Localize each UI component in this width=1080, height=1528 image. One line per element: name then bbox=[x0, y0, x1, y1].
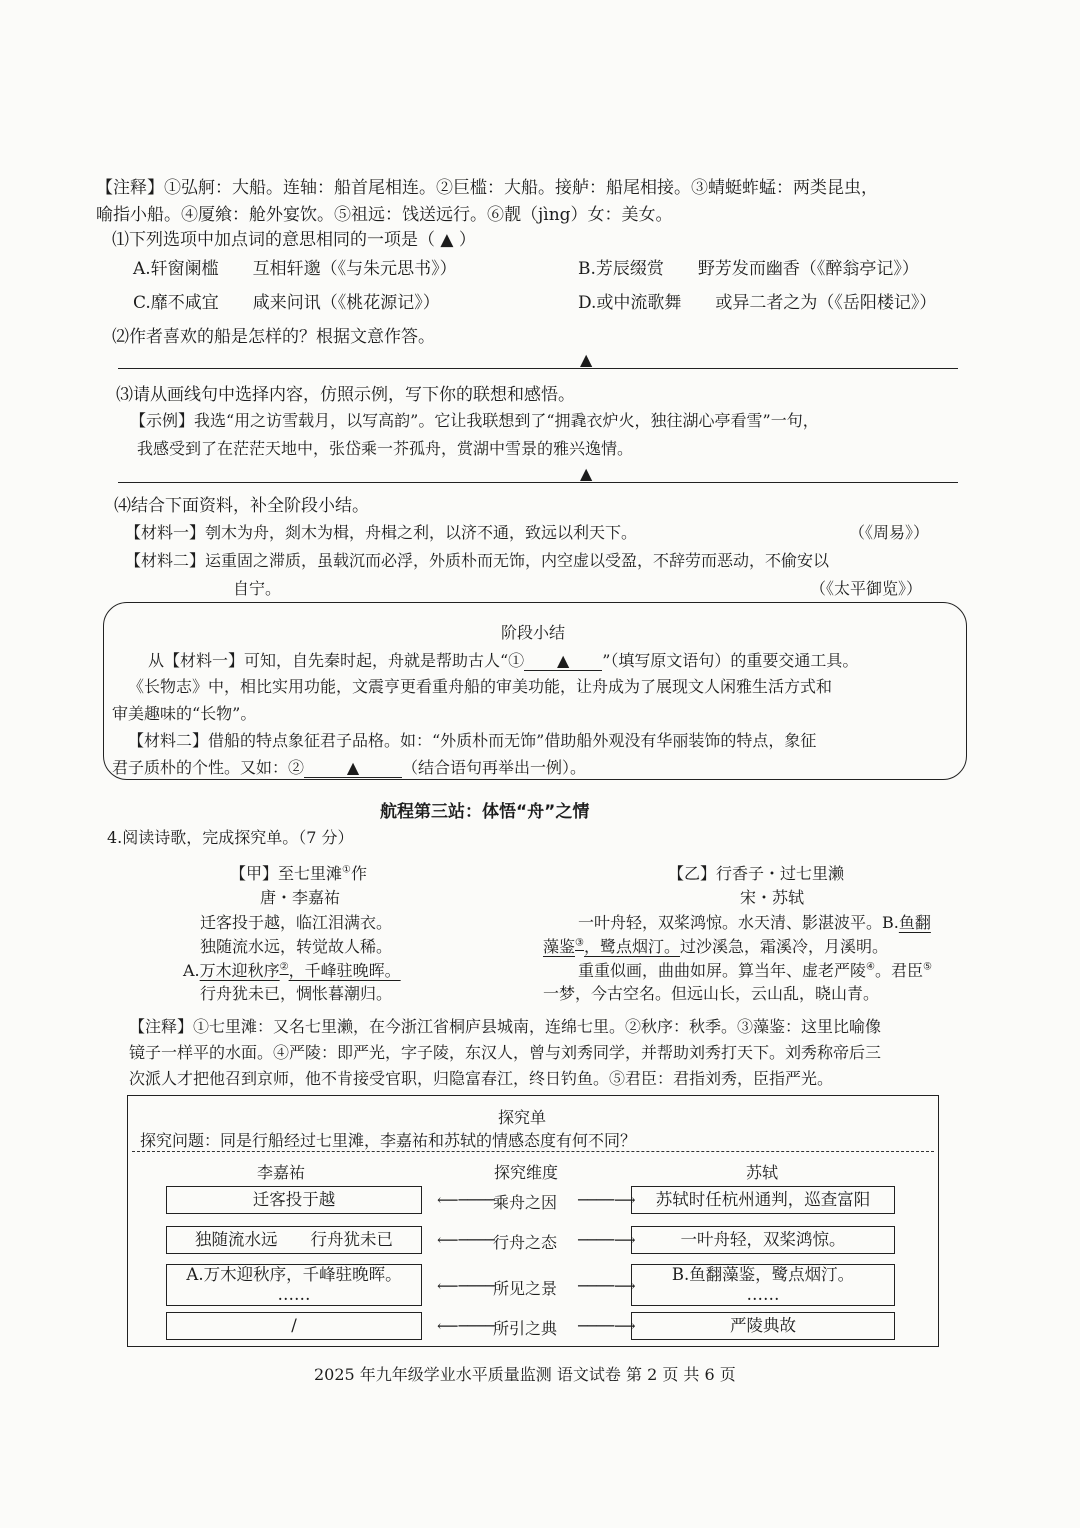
row1-left-cell: 迁客投于越 bbox=[166, 1186, 422, 1214]
poem-a-author: 唐・李嘉祐 bbox=[260, 888, 341, 907]
poem-a-title-text: 【甲】至七里滩 bbox=[230, 864, 343, 883]
q2-stem: ⑵作者喜欢的船是怎样的？根据文意作答。 bbox=[112, 327, 435, 347]
poem-b-line1-text: 一叶舟轻，双桨鸿惊。水天清、影湛波平。B. bbox=[578, 913, 899, 932]
row1-right-arrow: ────⟶ bbox=[578, 1191, 636, 1209]
notes2-line1: 【注释】①七里滩：又名七里濑，在今浙江省桐庐县城南，连绵七里。②秋序：秋季。③藻鉴：这里比喻像 bbox=[129, 1017, 882, 1036]
poem-b-line2-underlined-b: ，鹭点烟汀。 bbox=[583, 937, 680, 956]
row1-left-arrow: ⟵──── bbox=[437, 1191, 495, 1209]
q5-stem: 4.阅读诗歌，完成探究单。（7 分） bbox=[107, 828, 354, 847]
row3-right-ellipsis: …… bbox=[746, 1285, 780, 1304]
row2-right-cell: 一叶舟轻，双桨鸿惊。 bbox=[631, 1226, 895, 1254]
summary-title: 阶段小结 bbox=[501, 623, 566, 642]
row3-left-arrow: ⟵──── bbox=[437, 1277, 495, 1295]
material-one: 【材料一】刳木为舟，剡木为楫，舟楫之利，以济不通，致远以利天下。 bbox=[125, 523, 638, 542]
poem-a-line3-note-mark: ② bbox=[279, 961, 289, 973]
row1-right-cell: 苏轼时任杭州通判，巡查富阳 bbox=[631, 1186, 895, 1214]
summary-p2-line1: 《长物志》中，相比实用功能，文震亨更看重舟船的审美功能，让舟成为了展现文人闲雅生活方式和 bbox=[128, 677, 833, 696]
q1-option-d: D.或中流歌舞 或异二者之为（《岳阳楼记》） bbox=[578, 293, 937, 313]
poem-b-line2-note-mark: ③ bbox=[575, 937, 584, 949]
q1-option-b: B.芳辰缀赏 野芳发而幽香（《醉翁亭记》） bbox=[578, 259, 919, 279]
poem-b-line1 bbox=[578, 910, 931, 933]
poem-a-title bbox=[230, 861, 367, 884]
row3-left-cell bbox=[166, 1264, 422, 1306]
q1-option-a: A.轩窗阑槛 互相轩邈（《与朱元思书》） bbox=[133, 259, 457, 279]
q4-stem: ⑷结合下面资料，补全阶段小结。 bbox=[114, 496, 369, 516]
poem-b-line2-underlined-a: 藻鉴 bbox=[543, 937, 576, 956]
row4-right-cell: 严陵典故 bbox=[631, 1312, 895, 1340]
poem-b-line3-text: 重重似画，曲曲如屏。算当年、虚老严陵 bbox=[578, 961, 867, 980]
poem-a-line3-underlined-b: ，千峰驻晚晖。 bbox=[288, 961, 401, 980]
poem-a-note-mark: ① bbox=[342, 864, 351, 876]
row3-right-text: B.鱼翻藻鉴，鹭点烟汀。 bbox=[671, 1265, 855, 1284]
row3-right-arrow: ────⟶ bbox=[578, 1277, 636, 1295]
poem-b-line3-text-b: 。君臣 bbox=[874, 961, 923, 980]
exploration-question: 探究问题：同是行船经过七里滩，李嘉祐和苏轼的情感态度有何不同？ bbox=[140, 1131, 637, 1150]
poem-a-line3-underlined-a: 万木迎秋序 bbox=[199, 961, 280, 980]
summary-p3-text-c: （结合语句再举出一例）。 bbox=[402, 758, 587, 777]
row4-left-arrow: ⟵──── bbox=[437, 1317, 495, 1335]
q3-stem: ⑶请从画线句中选择内容，仿照示例，写下你的联想和感悟。 bbox=[116, 385, 575, 405]
row1-mid-label: 乘舟之因 bbox=[493, 1193, 558, 1212]
poem-a-line4: 行舟犹未已，惆怅暮潮归。 bbox=[200, 984, 393, 1003]
poem-a-title-end: 作 bbox=[350, 864, 367, 883]
row4-left-cell: / bbox=[166, 1312, 422, 1340]
blank-1-mark: ▲ bbox=[557, 651, 570, 670]
row3-left-ellipsis: …… bbox=[277, 1285, 311, 1304]
col-header-right: 苏轼 bbox=[746, 1163, 779, 1182]
poem-b-line3-note-mark-2: ⑤ bbox=[923, 961, 932, 973]
exploration-title: 探究单 bbox=[498, 1108, 547, 1127]
material-two-line2: 自宁。 bbox=[233, 579, 282, 598]
poem-b-title: 【乙】行香子・过七里濑 bbox=[668, 864, 845, 883]
page-footer: 2025 年九年级学业水平质量监测 语文试卷 第 2 页 共 6 页 bbox=[314, 1365, 736, 1384]
q3-example-line1: 【示例】我选“用之访雪载月，以写高韵”。它让我联想到了“拥毳衣炉火，独往湖心亭看雪”一句， bbox=[130, 411, 819, 430]
row2-mid-label: 行舟之态 bbox=[493, 1233, 558, 1252]
row2-left-cell: 独随流水远 行舟犹未已 bbox=[166, 1226, 422, 1254]
section3-title: 航程第三站：体悟“舟”之情 bbox=[380, 802, 590, 822]
poem-a-line3-label: A. bbox=[183, 961, 200, 980]
col-header-mid: 探究维度 bbox=[494, 1163, 559, 1182]
summary-blank-2[interactable] bbox=[304, 758, 402, 778]
q1-option-c: C.靡不咸宜 咸来问讯（《桃花源记》） bbox=[133, 293, 440, 313]
q2-answer-mark: ▲ bbox=[580, 350, 593, 369]
poem-b-line2-text: 过沙溪急，霜溪冷，月溪明。 bbox=[680, 937, 889, 956]
summary-blank-1[interactable] bbox=[524, 651, 602, 671]
summary-p1-text-b: ”（填写原文语句）的重要交通工具。 bbox=[602, 651, 859, 670]
notes1-line1: 【注释】①弘舸：大船。连轴：船首尾相连。②巨槛：大船。接舻：船尾相接。③蜻蜓蚱蜢：两类昆虫， bbox=[96, 178, 878, 198]
q3-example-line2: 我感受到了在茫茫天地中，张岱乘一芥孤舟，赏湖中雪景的雅兴逸情。 bbox=[137, 439, 634, 458]
summary-p3-line2 bbox=[112, 755, 586, 778]
exploration-divider bbox=[132, 1151, 934, 1152]
q1-stem: ⑴下列选项中加点词的意思相同的一项是（ ▲ ） bbox=[112, 230, 476, 250]
row2-left-arrow: ⟵──── bbox=[437, 1231, 495, 1249]
summary-p1 bbox=[148, 648, 858, 671]
poem-b-line2 bbox=[543, 934, 888, 957]
summary-p1-text-a: 从【材料一】可知，自先秦时起，舟就是帮助古人“① bbox=[148, 651, 525, 670]
poem-a-line2: 独随流水远，转觉故人稀。 bbox=[200, 937, 393, 956]
material-two-source: （《太平御览》） bbox=[810, 579, 923, 598]
poem-a-line3 bbox=[183, 958, 401, 981]
poem-a-line1: 迁客投于越，临江泪满衣。 bbox=[200, 913, 393, 932]
notes1-line2: 喻指小船。④厦飨：舱外宴饮。⑤祖远：饯送远行。⑥靓（jìng）女：美女。 bbox=[96, 205, 673, 225]
blank-2-mark: ▲ bbox=[346, 758, 360, 777]
row2-right-arrow: ────⟶ bbox=[578, 1231, 636, 1249]
q2-answer-line[interactable] bbox=[118, 368, 958, 369]
poem-b-author: 宋・苏轼 bbox=[740, 888, 805, 907]
row3-left-text: A.万木迎秋序，千峰驻晚晖。 bbox=[186, 1265, 402, 1284]
summary-p2-line2: 审美趣味的“长物”。 bbox=[112, 704, 257, 723]
summary-p3-text-b: 君子质朴的个性。又如：② bbox=[112, 758, 305, 777]
material-two-line1: 【材料二】运重固之滞质，虽载沉而必浮，外质朴而无饰，内空虚以受盈，不辞劳而恶动，不偷安以 bbox=[125, 551, 830, 570]
notes2-line3: 次派人才把他召到京师，他不肯接受官职，归隐富春江，终日钓鱼。⑤君臣：君指刘秀，臣指严光。 bbox=[129, 1069, 834, 1088]
col-header-left: 李嘉祐 bbox=[257, 1163, 306, 1182]
summary-p3-line1: 【材料二】借船的特点象征君子品格。如：“外质朴而无饰”借助船外观没有华丽装饰的特点，象征 bbox=[128, 731, 817, 750]
q3-answer-mark: ▲ bbox=[580, 464, 593, 483]
row4-right-arrow: ────⟶ bbox=[578, 1317, 636, 1335]
material-one-source: （《周易》） bbox=[849, 523, 930, 542]
poem-b-line1-underlined: 鱼翻 bbox=[898, 913, 931, 932]
q3-answer-line[interactable] bbox=[118, 482, 958, 483]
row4-mid-label: 所引之典 bbox=[493, 1319, 558, 1338]
notes2-line2: 镜子一样平的水面。④严陵：即严光，字子陵，东汉人，曾与刘秀同学，并帮助刘秀打天下。刘秀称帝后三 bbox=[129, 1043, 882, 1062]
row3-mid-label: 所见之景 bbox=[493, 1279, 558, 1298]
row3-right-cell bbox=[631, 1264, 895, 1306]
poem-b-line3 bbox=[578, 958, 932, 981]
poem-b-line4: 一梦，今古空名。但远山长，云山乱，晓山青。 bbox=[543, 984, 880, 1003]
poem-b-line3-note-mark: ④ bbox=[866, 961, 875, 973]
